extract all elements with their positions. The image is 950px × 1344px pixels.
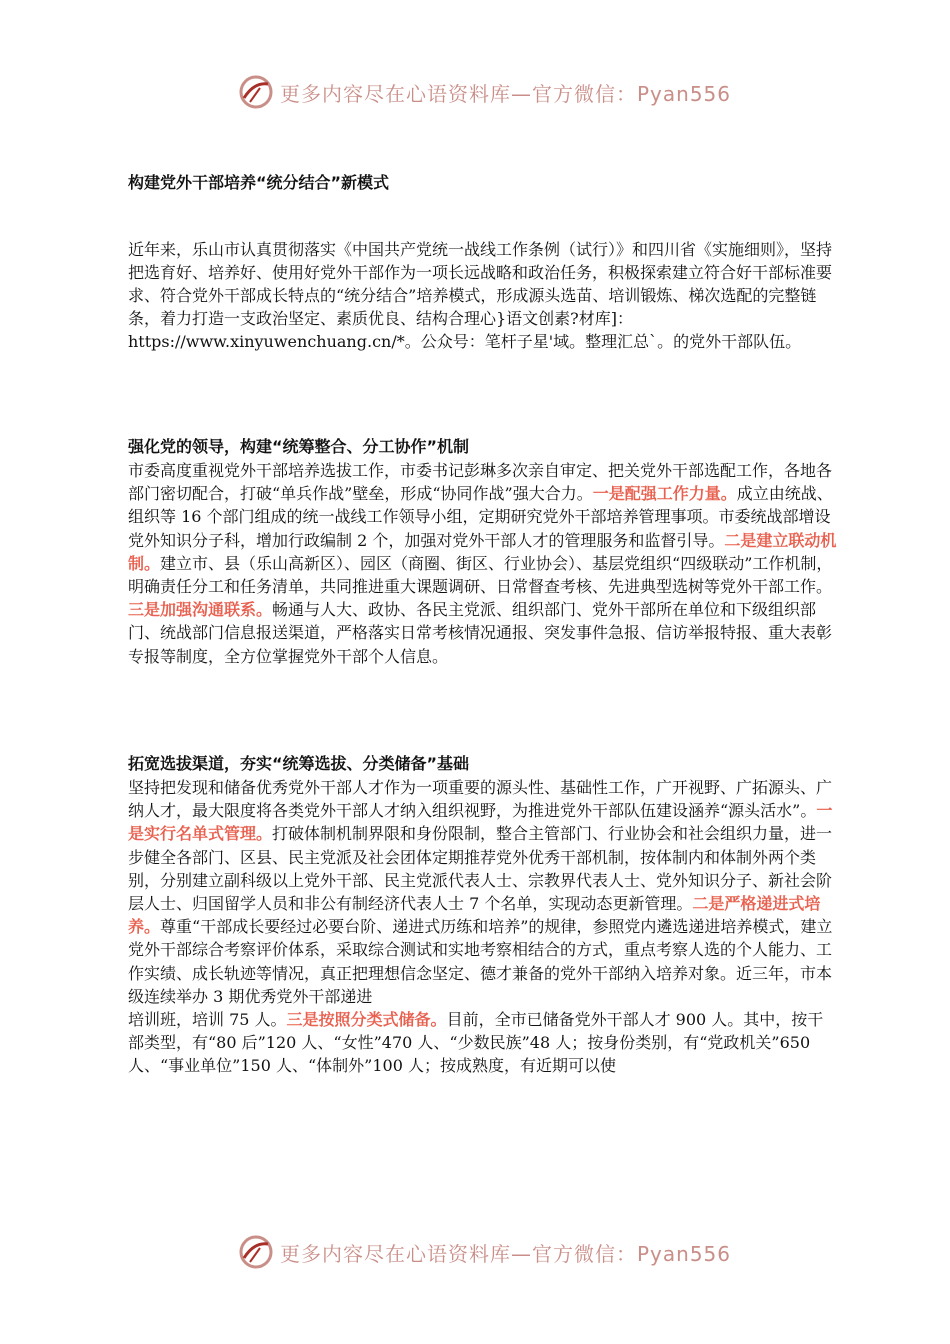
header-watermark [238,72,738,112]
body-text: 尊重“干部成长要经过必要台阶、递进式历练和培养”的规律，参照党内遴选递进培养模式，建立党外干部综合考察评价体系，采取综合测试和实地考察相结合的方式，重点考察人选的个人能力、工作实绩、成长轨迹等情况，真正把理想信念坚定、德才兼备的党外干部纳入培养对象。近三年，市本级连续举办 3 期优秀党外干部递进 [128,917,833,1006]
intro-paragraph: 近年来，乐山市认真贯彻落实《中国共产党统一战线工作条例（试行）》和四川省《实施细则》，坚持把选育好、培养好、使用好党外干部作为一项长远战略和政治任务，积极探索建立符合好干部标准要求、符合党外干部成长特点的“统分结合”培养模式，形成源头选苗、培训锻炼、梯次选配的完整链条，着力打造一支政治坚定、素质优良、结构合理心}语文创素?材库]：https://www.xinyuwenchuang.cn/*。公众号：笔杆子星'域。整理汇总`。的党外干部队伍。 [128,240,833,351]
brush-logo-icon [238,1234,274,1270]
highlight-point: 二是严格递进式培养。 [128,894,821,937]
highlight-point: 一是配强工作力量。 [592,484,737,504]
section-body-continued [128,1008,838,1078]
section-1 [128,435,838,668]
body-text: 坚持把发现和储备优秀党外干部人才作为一项重要的源头性、基础性工作，广开视野、广拓源头、广纳人才，最大限度将各类党外干部人才纳入组织视野，为推进党外干部队伍建设涵养“源头活水”。 [128,778,833,821]
body-text: 建立市、县（乐山高新区）、园区（商圈、街区、行业协会）、基层党组织“四级联动”工作机制，明确责任分工和任务清单，共同推进重大课题调研、日常督查考核、先进典型选树等党外干部工作。 [128,553,833,597]
section-body [128,459,838,668]
body-text: 成立由统战、组织等 16 个部门组成的统一战线工作领导小组，定期研究党外干部培养管理事项。市委统战部增设党外知识分子科，增加行政编制 2 个，加强对党外干部人才的管理服务和监督引导。 [128,484,833,550]
section-heading: 强化党的领导，构建“统筹整合、分工协作”机制 [128,437,470,456]
body-text: 市委高度重视党外干部培养选拔工作，市委书记彭琳多次亲自审定、把关党外干部选配工作，各地各部门密切配合，打破“单兵作战”壁垒，形成“协同作战”强大合力。 [128,461,833,504]
section-2 [128,752,838,1078]
body-text: 畅通与人大、政协、各民主党派、组织部门、党外干部所在单位和下级组织部门、统战部门信息报送渠道，严格落实日常考核情况通报、突发事件急报、信访举报特报、重大表彰专报等制度，全方位掌握党外干部个人信息。 [128,600,833,666]
body-text: 培训班，培训 75 人。 [128,1010,287,1030]
highlight-point: 一是实行名单式管理。 [128,801,833,844]
highlight-point: 三是加强沟通联系。 [128,600,273,620]
highlight-point: 三是按照分类式储备。 [286,1010,447,1030]
document-title: 构建党外干部培养“统分结合”新模式 [128,173,390,192]
body-text: 目前，全市已储备党外干部人才 900 人。其中，按干部类型，有“80 后”120 人、“女性”470 人、“少数民族”48 人；按身份类别，有“党政机关”650 人、“事业单位”150 人、“体制外”100 人；按成熟度，有近期可以使 [128,1010,824,1076]
section-body [128,776,838,1008]
watermark-text: 更多内容尽在心语资料库—官方微信：Pyan556 [280,81,732,106]
body-text: 打破体制机制界限和身份限制，整合主管部门、行业协会和社会组织力量，进一步健全各部门、区县、民主党派及社会团体定期推荐党外优秀干部机制，按体制内和体制外两个类别，分别建立副科级以上党外干部、民主党派代表人士、宗教界代表人士、党外知识分子、新社会阶层人士、归国留学人员和非公有制经济代表人士 7 个名单，实现动态更新管理。 [128,824,833,914]
section-heading: 拓宽选拔渠道，夯实“统筹选拔、分类储备”基础 [128,754,470,773]
brush-logo-icon [238,74,274,110]
watermark-text: 更多内容尽在心语资料库—官方微信：Pyan556 [280,1241,732,1266]
footer-watermark [238,1232,738,1272]
highlight-point: 二是建立联动机制。 [128,530,837,573]
